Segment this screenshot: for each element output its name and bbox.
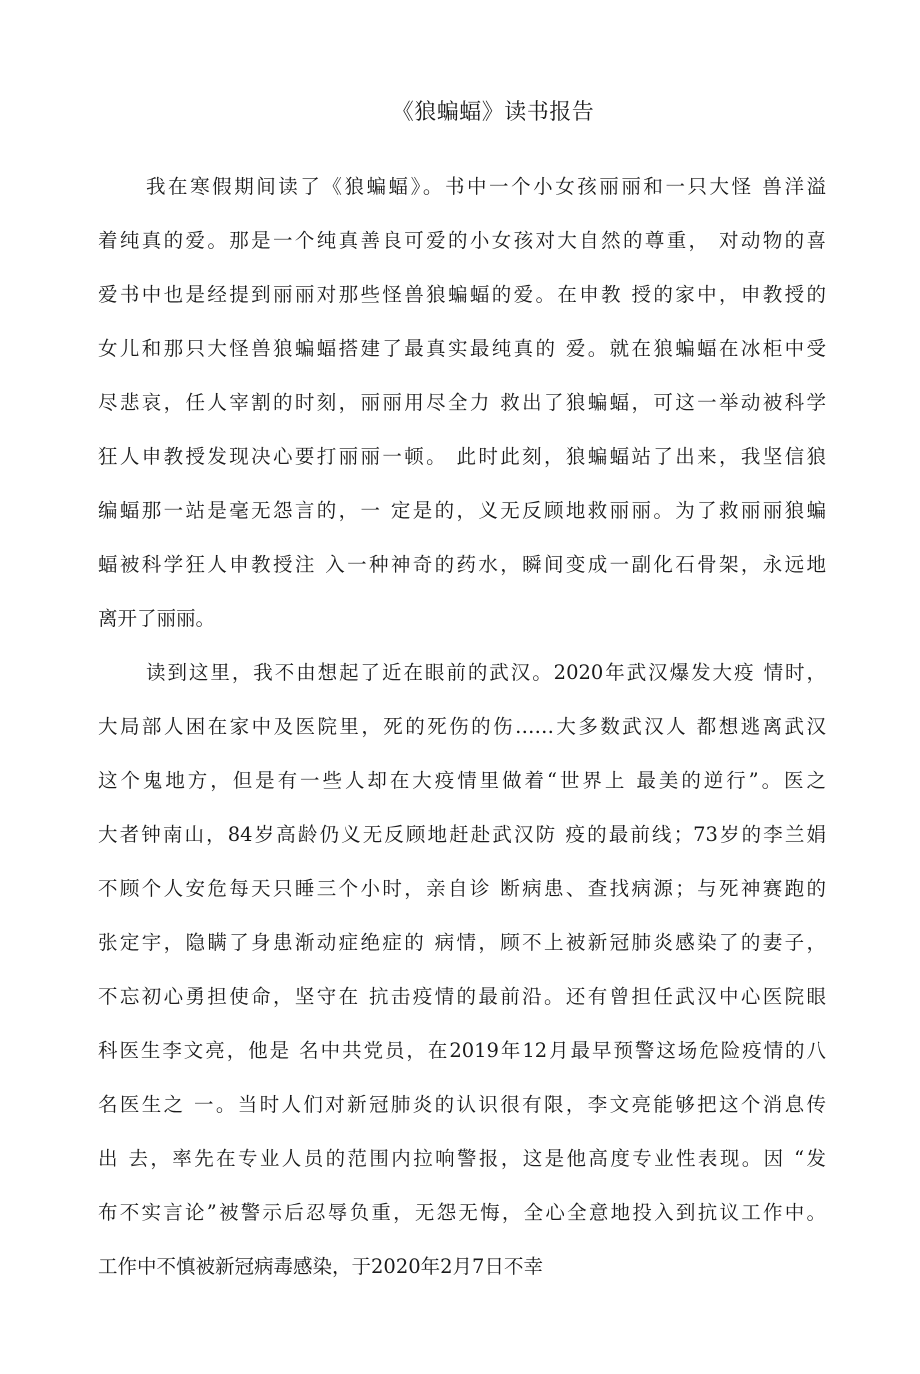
paragraph-2-line-4: 大者钟南山，84岁高龄仍义无反顾地赶赴武汉防 疫的最前线；73岁的李兰娟 <box>98 823 826 846</box>
paragraph-2-line-10: 出 去，率先在专业人员的范围内拉响警报，这是他高度专业性表现。因 “发 <box>98 1147 826 1170</box>
paragraph-1-line-1: 我在寒假期间读了《狼蝙蝠》。书中一个小女孩丽丽和一只大怪 兽洋溢 <box>146 175 826 198</box>
paragraph-1-line-7: 编蝠那一站是毫无怨言的，一 定是的，义无反顾地救丽丽。为了救丽丽狼蝙 <box>98 499 826 522</box>
paragraph-2-line-7: 不忘初心勇担使命，坚守在 抗击疫情的最前沿。还有曾担任武汉中心医院眼 <box>98 985 826 1008</box>
paragraph-2-line-9: 名医生之 一。当时人们对新冠肺炎的认识很有限，李文亮能够把这个消息传 <box>98 1093 826 1116</box>
paragraph-2-line-2: 大局部人困在家中及医院里，死的死伤的伤……大多数武汉人 都想逃离武汉 <box>98 715 826 738</box>
paragraph-1-line-3: 爱书中也是经提到丽丽对那些怪兽狼蝙蝠的爱。在申教 授的家中，申教授的 <box>98 283 826 306</box>
paragraph-1-line-9: 离开了丽丽。 <box>98 607 216 630</box>
paragraph-2-line-6: 张定宇，隐瞒了身患渐动症绝症的 病情，顾不上被新冠肺炎感染了的妻子， <box>98 931 826 954</box>
paragraph-1-line-5: 尽悲哀，任人宰割的时刻，丽丽用尽全力 救出了狼蝙蝠，可这一举动被科学 <box>98 391 826 414</box>
paragraph-2-line-5: 不顾个人安危每天只睡三个小时，亲自诊 断病患、查找病源；与死神赛跑的 <box>98 877 826 900</box>
paragraph-1-line-8: 蝠被科学狂人申教授注 入一种神奇的药水，瞬间变成一副化石骨架，永远地 <box>98 553 826 576</box>
paragraph-2-line-11: 布不实言论”被警示后忍辱负重，无怨无悔，全心全意地投入到抗议工作中。 <box>98 1201 826 1224</box>
paragraph-1-line-2: 着纯真的爱。那是一个纯真善良可爱的小女孩对大自然的尊重， 对动物的喜 <box>98 229 826 252</box>
paragraph-2-line-3: 这个鬼地方，但是有一些人却在大疫情里做着“世界上 最美的逆行”。医之 <box>98 769 826 792</box>
paragraph-1-line-6: 狂人申教授发现决心要打丽丽一顿。 此时此刻，狼蝙蝠站了出来，我坚信狼 <box>98 445 826 468</box>
paragraph-2-line-1: 读到这里，我不由想起了近在眼前的武汉。2020年武汉爆发大疫 情时， <box>146 661 826 684</box>
paragraph-2-line-8: 科医生李文亮，他是 名中共党员，在2019年12月最早预警这场危险疫情的八 <box>98 1039 826 1062</box>
paragraph-1-line-4: 女儿和那只大怪兽狼蝙蝠搭建了最真实最纯真的 爱。就在狼蝙蝠在冰柜中受 <box>98 337 826 360</box>
document-title: 《狼蝙蝠》读书报告 <box>391 100 595 125</box>
paragraph-2-line-12: 工作中不慎被新冠病毒感染，于2020年2月7日不幸 <box>98 1255 543 1278</box>
